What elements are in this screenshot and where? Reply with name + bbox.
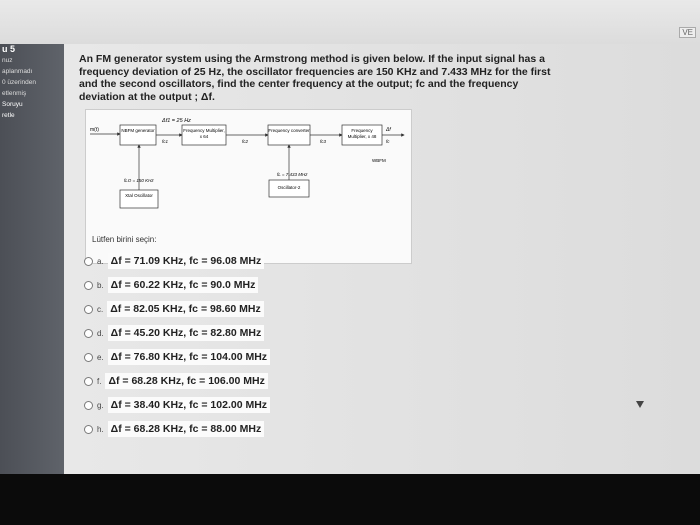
fc3-label: fc3 [320, 139, 327, 144]
delta-f1-label: Δf1 = 25 Hz [162, 118, 191, 124]
option-letter: c. [97, 304, 104, 314]
multiplier-1-label: Frequency Multiplier, x 64 [183, 128, 225, 139]
sidebar-mark-2: etlenmiş [2, 90, 27, 97]
delta-f-output-label: Δf [386, 127, 391, 133]
oscillator-2-label: Oscillator-2 [277, 185, 301, 190]
nbfm-label: NBFM generator [121, 128, 155, 133]
browser-top-bar [0, 0, 700, 44]
question-text: An FM generator system using the Armstrong method is given below. If the input signal has a frequency deviation of 25 Hz, the oscillator frequencies are 150 KHz and 7.433 MHz for the first and the second oscillators, find the center frequency at the output; fc and the frequency deviation at the output ; Δf. [79, 53, 551, 103]
sidebar-status-2: aplanmadı [2, 68, 33, 75]
flo2-label: fL = 7.433 MHz [277, 172, 308, 177]
question-content [64, 44, 700, 474]
radio-c[interactable] [84, 305, 93, 314]
screen-bottom-bezel [0, 474, 700, 525]
option-label[interactable]: Δf = 68.28 KHz, fc = 88.00 MHz [108, 421, 265, 437]
question-info-sidebar [0, 44, 64, 474]
sidebar-status-1: nuz [2, 57, 13, 64]
xtal-oscillator-label: Xtal Oscillator [125, 193, 153, 198]
mouse-cursor-icon [636, 401, 644, 408]
choose-one-prompt: Lütfen birini seçin: [92, 235, 157, 244]
option-label[interactable]: Δf = 45.20 KHz, fc = 82.80 MHz [108, 325, 265, 341]
fc1-label: fc1 [162, 139, 169, 144]
option-a[interactable] [84, 249, 270, 273]
option-e[interactable] [84, 345, 270, 369]
fc2-label: fc2 [242, 139, 249, 144]
radio-g[interactable] [84, 401, 93, 410]
multiplier-2-label: Frequency Multiplier, x 48 [347, 128, 377, 139]
option-letter: e. [97, 352, 104, 362]
wbfm-label: WBFM [372, 158, 386, 163]
flag-question-link-2[interactable]: retle [2, 112, 15, 119]
option-letter: g. [97, 400, 104, 410]
option-b[interactable] [84, 273, 270, 297]
option-letter: b. [97, 280, 104, 290]
fc-output-label: fc [386, 139, 390, 144]
top-corner-label: VE [679, 27, 696, 38]
option-label[interactable]: Δf = 76.80 KHz, fc = 104.00 MHz [108, 349, 270, 365]
radio-e[interactable] [84, 353, 93, 362]
option-g[interactable] [84, 393, 270, 417]
radio-b[interactable] [84, 281, 93, 290]
option-c[interactable] [84, 297, 270, 321]
option-h[interactable] [84, 417, 270, 441]
answer-options [84, 249, 270, 441]
radio-a[interactable] [84, 257, 93, 266]
option-letter: h. [97, 424, 104, 434]
question-number: u 5 [2, 44, 16, 54]
input-signal-label: m(t) [90, 127, 99, 133]
option-letter: f. [97, 376, 102, 386]
radio-d[interactable] [84, 329, 93, 338]
option-letter: d. [97, 328, 104, 338]
converter-label: Frequency converter [268, 128, 310, 133]
sidebar-mark: 0 üzerinden [2, 79, 36, 86]
option-label[interactable]: Δf = 38.40 KHz, fc = 102.00 MHz [108, 397, 270, 413]
option-d[interactable] [84, 321, 270, 345]
option-label[interactable]: Δf = 60.22 KHz, fc = 90.0 MHz [108, 277, 259, 293]
option-label[interactable]: Δf = 82.05 KHz, fc = 98.60 MHz [107, 301, 264, 317]
option-label[interactable]: Δf = 68.28 KHz, fc = 106.00 MHz [105, 373, 267, 389]
radio-h[interactable] [84, 425, 93, 434]
radio-f[interactable] [84, 377, 93, 386]
flo1-label: fLO = 150 KHz [124, 178, 154, 183]
option-letter: a. [97, 256, 104, 266]
option-label[interactable]: Δf = 71.09 KHz, fc = 96.08 MHz [108, 253, 265, 269]
option-f[interactable] [84, 369, 270, 393]
flag-question-link[interactable]: Soruyu [2, 101, 23, 108]
